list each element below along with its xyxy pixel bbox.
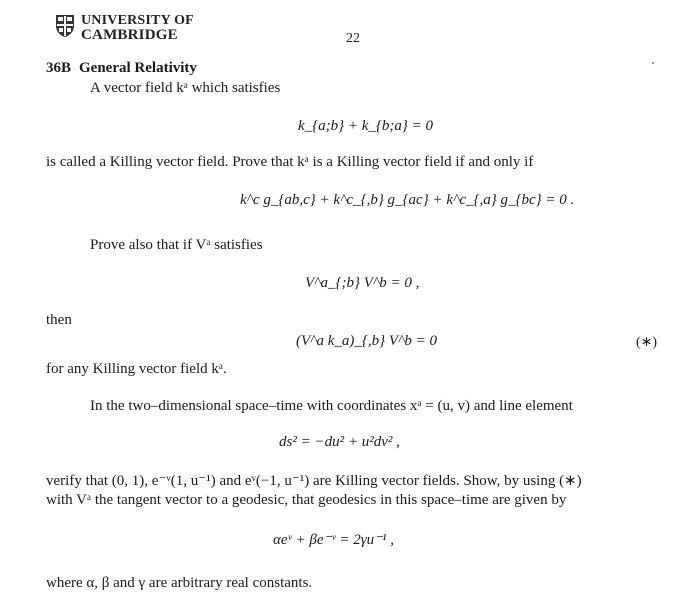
equation-4-tag: (∗) [636, 335, 658, 350]
page-number: 22 [346, 31, 360, 46]
university-logo [55, 14, 194, 42]
equation-4: (V^a k_a)_{,b} V^b = 0 [296, 333, 437, 349]
equation-6: αeᵛ + βe⁻ᵛ = 2γu⁻¹ , [273, 532, 395, 548]
two-dimensional-text: In the two–dimensional space–time with coordinates xᵃ = (u, v) and line element [90, 398, 573, 414]
killing-definition-text: is called a Killing vector field. Prove that kᵃ is a Killing vector field if and only if [46, 154, 534, 170]
equation-5: ds² = −du² + u²dv² , [279, 434, 400, 450]
where-text: where α, β and γ are arbitrary real constants. [46, 575, 313, 591]
university-line2: CAMBRIDGE [81, 27, 178, 43]
intro-text: A vector field kᵃ which satisfies [90, 80, 281, 96]
for-any-text: for any Killing vector field kᵃ. [46, 361, 227, 377]
verify-text: verify that (0, 1), e⁻ᵛ(1, u⁻¹) and eᵛ(−1, u⁻¹) are Killing vector fields. Show, by using (∗) [46, 473, 582, 489]
question-title: General Relativity [79, 60, 197, 76]
university-line1: UNIVERSITY OF [81, 13, 194, 28]
crest-icon [55, 14, 75, 38]
question-heading [46, 60, 197, 77]
equation-2: k^c g_{ab,c} + k^c_{,b} g_{ac} + k^c_{,a} g_{bc} = 0 . [240, 192, 575, 208]
scan-speck [652, 62, 654, 64]
university-name [81, 14, 194, 42]
then-text: then [46, 312, 72, 328]
equation-1: k_{a;b} + k_{b;a} = 0 [298, 118, 434, 134]
prove-also-text: Prove also that if Vᵃ satisfies [90, 237, 263, 253]
equation-3: V^a_{;b} V^b = 0 , [305, 275, 420, 291]
question-number: 36B [46, 60, 72, 76]
with-tangent-text: with Vᵃ the tangent vector to a geodesic, that geodesics in this space–time are given by [46, 492, 567, 508]
